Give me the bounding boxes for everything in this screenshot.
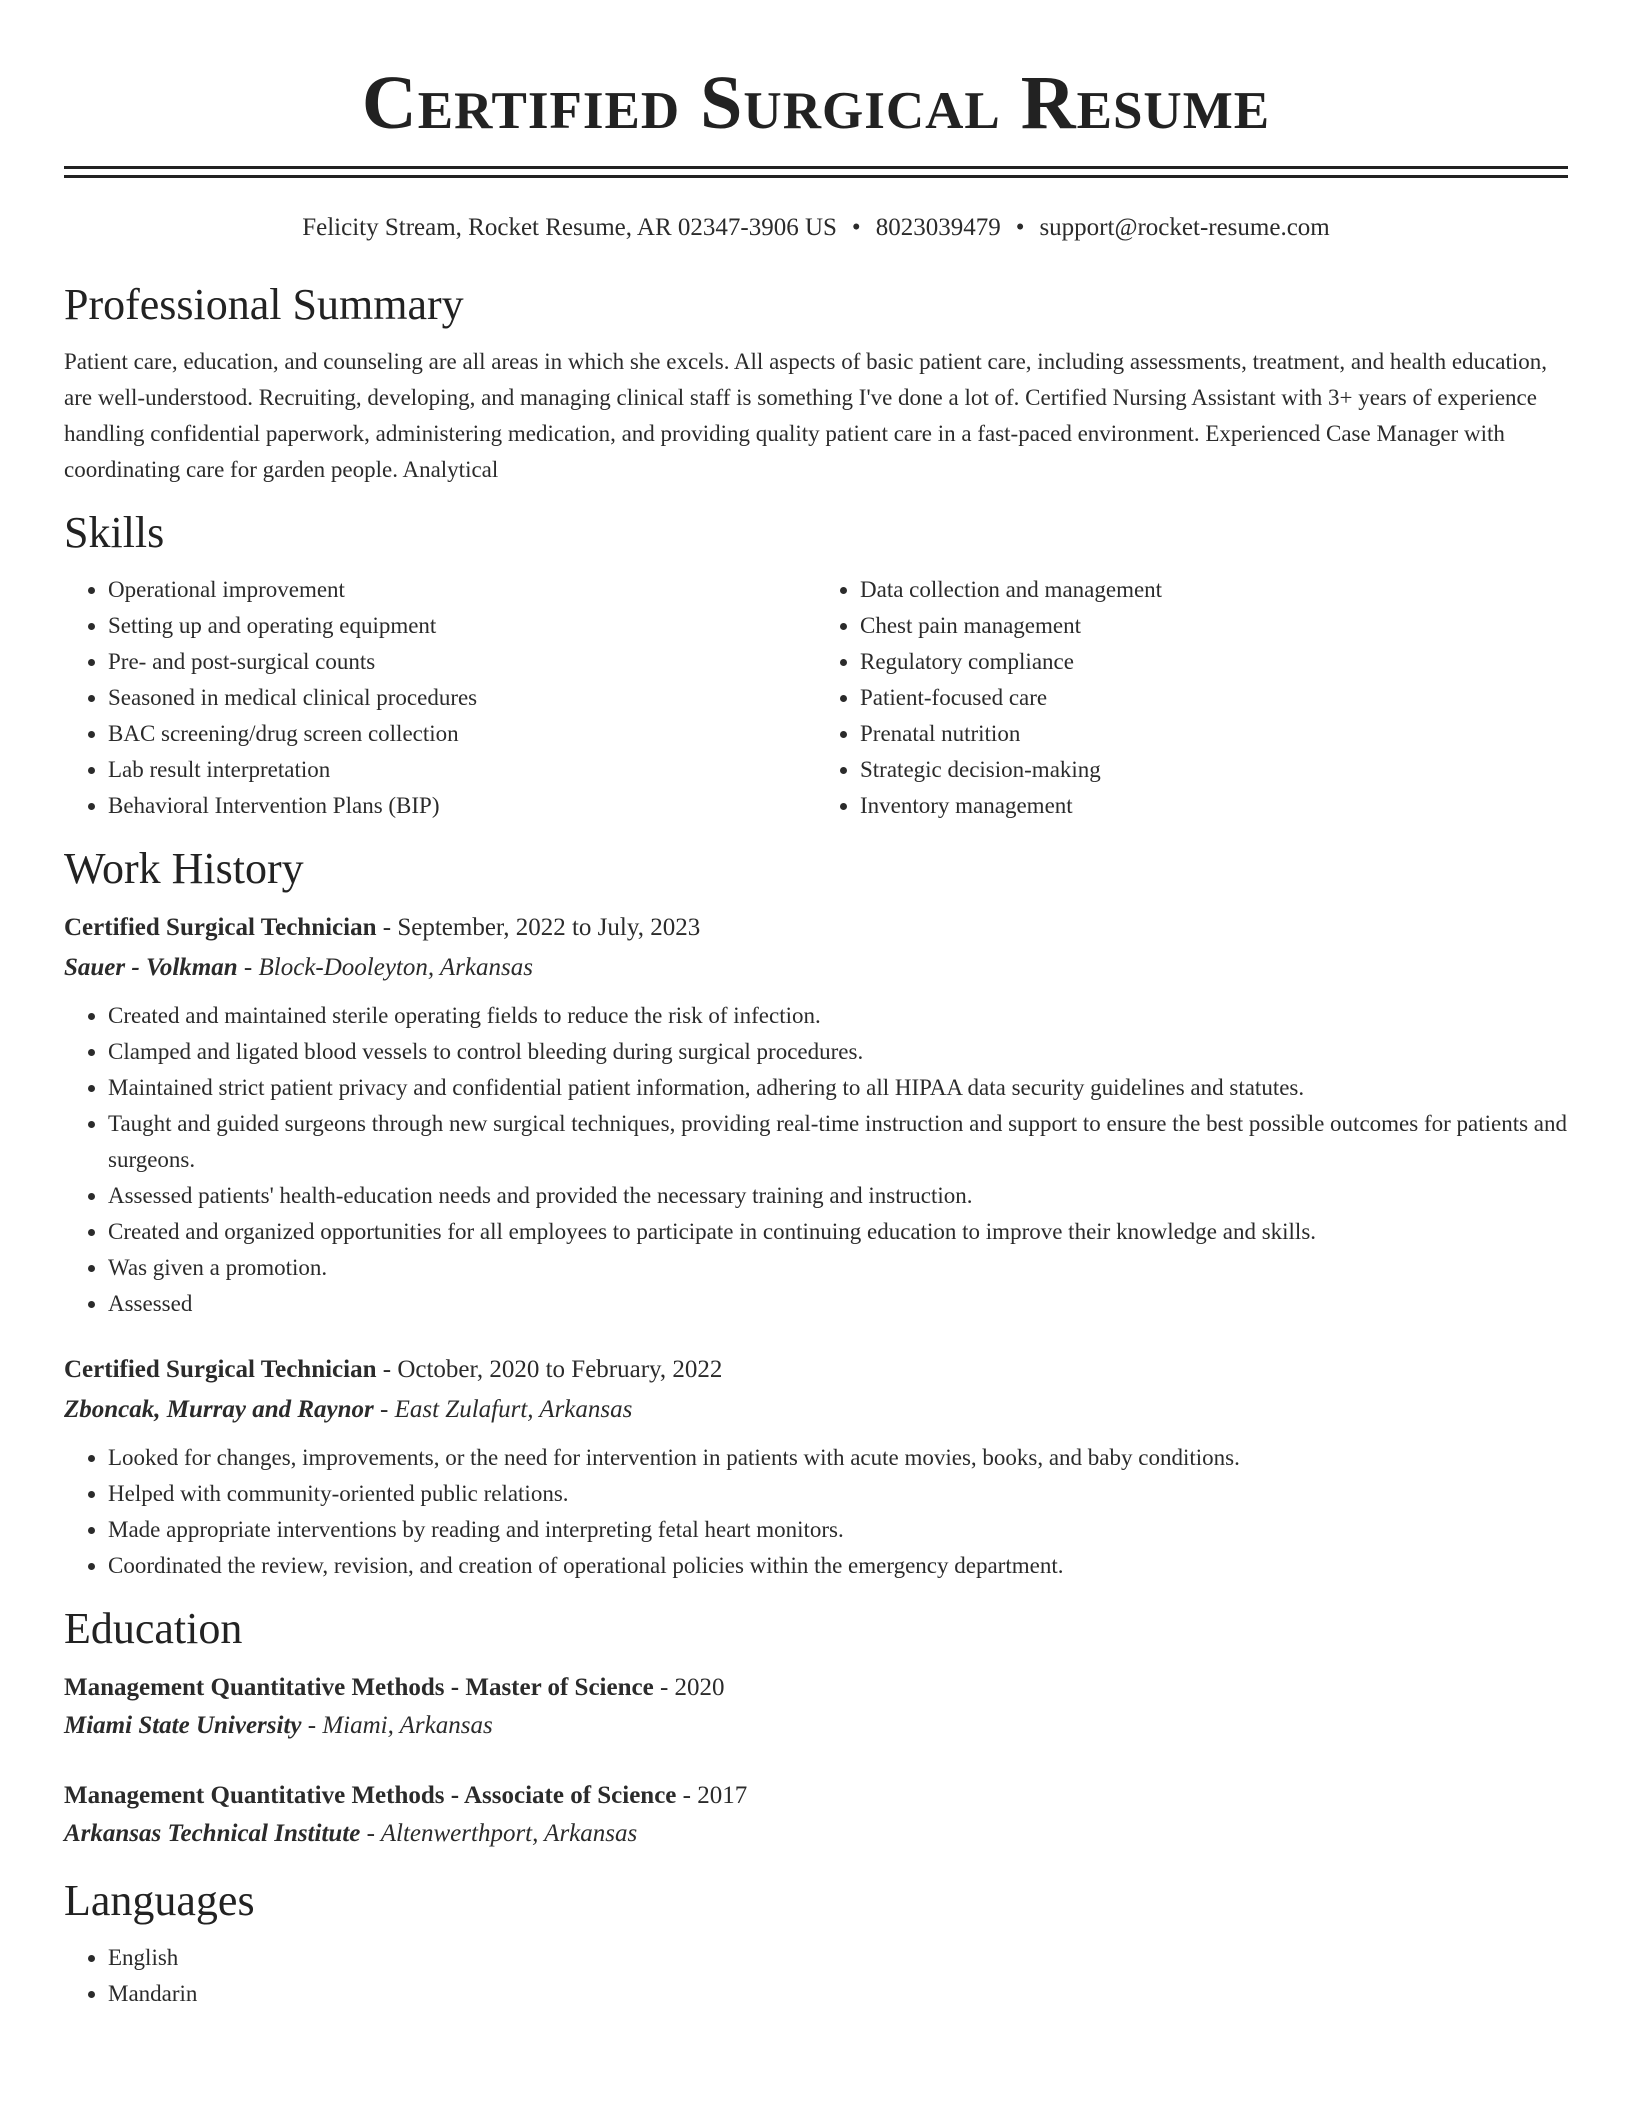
education-entry bbox=[64, 1670, 1568, 1744]
dash-separator: - bbox=[301, 1712, 323, 1739]
dash-separator: - bbox=[373, 1396, 395, 1423]
skills-columns bbox=[64, 572, 1568, 824]
dash-separator: - bbox=[237, 954, 259, 981]
job-title-line bbox=[64, 910, 1568, 946]
contact-separator: • bbox=[851, 214, 861, 241]
work-history-heading: Work History bbox=[64, 844, 304, 893]
job-bullet: • Assessed patients' health-education needs and provided the necessary training and instruction. bbox=[108, 1178, 1568, 1214]
job-bullet: • Coordinated the review, revision, and creation of operational policies within the emergency department. bbox=[108, 1548, 1568, 1584]
graduation-year: 2020 bbox=[674, 1674, 725, 1701]
school-line bbox=[64, 1708, 1568, 1744]
dash-separator: - bbox=[676, 1782, 698, 1809]
education-entry bbox=[64, 1778, 1568, 1852]
degree-line bbox=[64, 1778, 1568, 1814]
job-location: East Zulafurt, Arkansas bbox=[394, 1396, 633, 1423]
skill-item: • Inventory management bbox=[860, 788, 1568, 824]
job-title: Certified Surgical Technician bbox=[64, 914, 377, 941]
skill-item: • BAC screening/drug screen collection bbox=[108, 716, 816, 752]
skill-item: • Prenatal nutrition bbox=[860, 716, 1568, 752]
title-divider-bottom bbox=[64, 175, 1568, 178]
dash-separator: - bbox=[376, 1356, 398, 1383]
dash-separator: - bbox=[653, 1674, 675, 1701]
job-title-line bbox=[64, 1352, 1568, 1388]
job-bullet: • Taught and guided surgeons through new surgical techniques, providing real-time instruction and support to ensure the best possible outcomes for patients and surgeons. bbox=[108, 1106, 1568, 1178]
job-bullet: • Was given a promotion. bbox=[108, 1250, 1568, 1286]
languages-heading: Languages bbox=[64, 1876, 255, 1925]
job-bullet: • Assessed bbox=[108, 1286, 1568, 1322]
contact-line bbox=[64, 212, 1568, 244]
language-item: • Mandarin bbox=[108, 1976, 1568, 2012]
job-bullet: • Created and organized opportunities for all employees to participate in continuing education to improve their knowledge and skills. bbox=[108, 1214, 1568, 1250]
skill-item: • Strategic decision-making bbox=[860, 752, 1568, 788]
dash-separator: - bbox=[376, 914, 398, 941]
school-name: Miami State University bbox=[64, 1712, 302, 1739]
skill-item: • Chest pain management bbox=[860, 608, 1568, 644]
job-employer-line bbox=[64, 1392, 1568, 1428]
degree: Management Quantitative Methods - Master of Science bbox=[64, 1674, 654, 1701]
education-heading: Education bbox=[64, 1604, 243, 1653]
job-bullet: • Helped with community-oriented public relations. bbox=[108, 1476, 1568, 1512]
skill-item: • Operational improvement bbox=[108, 572, 816, 608]
skills-heading: Skills bbox=[64, 508, 165, 557]
skill-item: • Setting up and operating equipment bbox=[108, 608, 816, 644]
title-divider-top bbox=[64, 166, 1568, 169]
skill-item: • Lab result interpretation bbox=[108, 752, 816, 788]
dash-separator: - bbox=[360, 1820, 381, 1847]
job-bullet: • Created and maintained sterile operating fields to reduce the risk of infection. bbox=[108, 998, 1568, 1034]
job-dates: October, 2020 to February, 2022 bbox=[397, 1356, 723, 1383]
job-employer-line bbox=[64, 950, 1568, 986]
languages-list bbox=[64, 1940, 1568, 2012]
summary-text: Patient care, education, and counseling are all areas in which she excels. All aspects of basic patient care, including assessments, treatment, and health education, are well-understood. Recruiting, developing, and managing clinical staff is something I've done a lot of. Certified Nursing Assistant with 3+ years of experience handling confidential paperwork, administering medication, and providing quality patient care in a fast-paced environment. Experienced Case Manager with coordinating care for garden people. Analytical bbox=[64, 349, 1547, 482]
skill-item: • Pre- and post-surgical counts bbox=[108, 644, 816, 680]
skill-item: • Behavioral Intervention Plans (BIP) bbox=[108, 788, 816, 824]
job-bullets bbox=[64, 998, 1568, 1322]
skills-list-right bbox=[816, 572, 1568, 824]
skill-item: • Patient-focused care bbox=[860, 680, 1568, 716]
skills-list-left bbox=[64, 572, 816, 824]
summary-heading: Professional Summary bbox=[64, 280, 464, 329]
job-location: Block-Dooleyton, Arkansas bbox=[258, 954, 533, 981]
school-location: Miami, Arkansas bbox=[322, 1712, 493, 1739]
job-bullet: • Maintained strict patient privacy and confidential patient information, adhering to all HIPAA data security guidelines and statutes. bbox=[108, 1070, 1568, 1106]
job-company: Zboncak, Murray and Raynor bbox=[64, 1396, 374, 1423]
skill-item: • Regulatory compliance bbox=[860, 644, 1568, 680]
job-dates: September, 2022 to July, 2023 bbox=[397, 914, 701, 941]
contact-phone: 8023039479 bbox=[875, 214, 1001, 241]
skill-item: • Seasoned in medical clinical procedures bbox=[108, 680, 816, 716]
job-entry bbox=[64, 1352, 1568, 1584]
job-bullets bbox=[64, 1440, 1568, 1584]
skill-item: • Data collection and management bbox=[860, 572, 1568, 608]
contact-separator: • bbox=[1015, 214, 1025, 241]
job-company: Sauer - Volkman bbox=[64, 954, 238, 981]
school-name: Arkansas Technical Institute bbox=[64, 1820, 361, 1847]
job-bullet: • Made appropriate interventions by reading and interpreting fetal heart monitors. bbox=[108, 1512, 1568, 1548]
job-bullet: • Clamped and ligated blood vessels to control bleeding during surgical procedures. bbox=[108, 1034, 1568, 1070]
contact-email: support@rocket-resume.com bbox=[1039, 214, 1330, 241]
contact-address: Felicity Stream, Rocket Resume, AR 02347-3906 US bbox=[302, 214, 837, 241]
graduation-year: 2017 bbox=[697, 1782, 748, 1809]
language-item: • English bbox=[108, 1940, 1568, 1976]
degree-line bbox=[64, 1670, 1568, 1706]
resume-title: Certified Surgical Resume bbox=[361, 61, 1271, 145]
job-title: Certified Surgical Technician bbox=[64, 1356, 377, 1383]
school-location: Altenwerthport, Arkansas bbox=[380, 1820, 638, 1847]
job-bullet: • Looked for changes, improvements, or the need for intervention in patients with acute movies, books, and baby conditions. bbox=[108, 1440, 1568, 1476]
degree: Management Quantitative Methods - Associate of Science bbox=[64, 1782, 677, 1809]
school-line bbox=[64, 1816, 1568, 1852]
job-entry bbox=[64, 910, 1568, 1322]
